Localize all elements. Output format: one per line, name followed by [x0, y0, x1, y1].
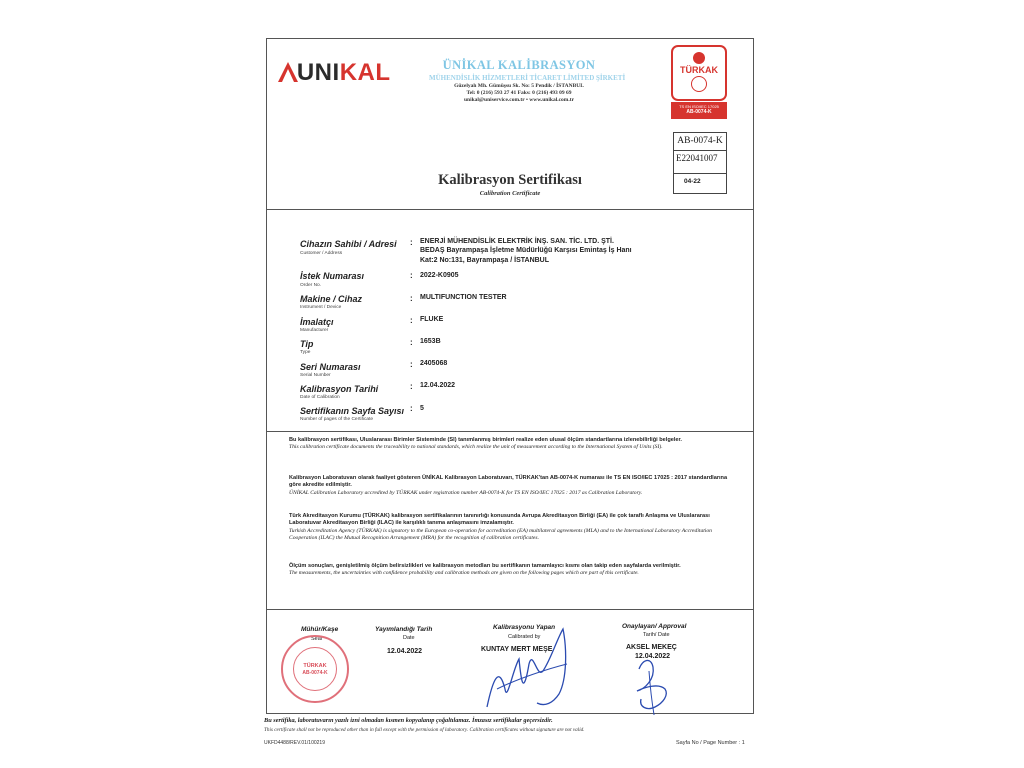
company-address: Güzelyalı Mh. Gümüşsu Sk. No: 5 Pendik / İSTANBUL [454, 83, 584, 89]
issue-date-value: 12.04.2022 [387, 648, 423, 655]
form-code: UKFD4488/REV.01/100219 [264, 740, 325, 746]
approval-date-value: 12.04.2022 [635, 653, 671, 660]
calibrated-by-heading: Kalibrasyonu Yapan [493, 624, 556, 631]
paragraph-turkak: Türk Akreditasyon Kurumu (TÜRKAK) kalibrasyon sertifikalarının tanınırlığı konusunda Avrupa Akreditasyon Birliği (EA) ile çok taraflı Anlaşma ve Uluslararası Laboratuvar Akreditasyon Birliği (ILAC) ile karşılıklı tanıma anlaşmasını imzalamıştır. Turkish Accreditation Agency (TÜRKAK) is signatory to the European co-operation for accreditation (EA) multilateral agreements (MLA) and to the International Laboratory Accreditation Cooperation (ILAC) the Mutual Recognition Arrangement (MRA) for the recognition of calibration certificates. [289, 513, 712, 542]
certificate-number: E22041007 [676, 153, 718, 163]
certificate-subtitle: Calibration Certificate [479, 190, 541, 197]
turkak-band: TS EN ISO/IEC 17025 AB-0074-K [671, 102, 727, 119]
page-number: Sayfa No / Page Number : 1 [676, 740, 745, 746]
turkak-logo: TÜRKAK [671, 45, 727, 101]
paragraph-traceability: Bu kalibrasyon sertifikası, Uluslararası Birimler Sisteminde (SI) tanımlanmış birimleri realize eden ulusal ölçüm standartlarına izlenebilirliği belgeler. This calibration certificate documents the traceability to national standards, which realize the unit of measurement according to the International System of Units (SI). [289, 437, 682, 451]
registration-number: AB-0074-K [677, 136, 723, 146]
seal-subheading: Seal [311, 636, 323, 642]
approver-name: AKSEL MEKEÇ [626, 644, 677, 651]
paragraph-accreditation: Kalibrasyon Laboratuvarı olarak faaliyet gösteren ÜNİKAL Kalibrasyon Laboratuvarı, TÜRKAK'tan AB-0074-K numarası ile TS EN ISO/IEC 17025 : 2017 standardlarına göre akredite edilmiştir. ÜNİKAL Calibration Laboratory accredited by TÜRKAK under registration number AB-0074-K for TS EN ISO/IEC 17025 : 2017 as Calibration Laboratory. [289, 475, 728, 496]
calibrator-name: KUNTAY MERT MEŞE [481, 646, 553, 653]
seal-heading: Mühür/Kaşe [301, 626, 339, 633]
company-phone: Tel: 0 (216) 593 27 41 Faks: 0 (216) 493 09 69 [466, 90, 572, 96]
company-name: ÜNİKAL KALİBRASYON [442, 58, 596, 72]
footer-notice-tr: Bu sertifika, laboratuvarın yazılı izni olmadan kısmen kopyalanıp çoğaltılamaz. İmzasız sertifikalar geçersizdir. [264, 717, 553, 724]
issue-date-heading: Yayımlandığı Tarih [375, 626, 433, 633]
certificate-sheet: UNIKAL ÜNİKAL KALİBRASYON MÜHENDİSLİK HİZMETLERİ TİCARET LİMİTED ŞİRKETİ Güzelyalı Mh. Gümüşsu Sk. No: 5 Pendik / İSTANBUL Tel: 0 (216) 593 27 41 Faks: 0 (216) 493 09 69 unikal@uniservice.com.tr • www.unikal.com.tr TÜRKAK TS EN ISO/IEC 17025 AB-0074-K AB-0074-K E22041007 04-22 Kalibrasyon Sertifikası Calibration Certificate Cihazın Sahibi / Adresi Customer / Address : ENERJİ MÜHENDİSLİK ELEKTRİK İNŞ. SAN. TİC. LTD. ŞTİ. BEDAŞ Bayrampaşa İşletme Müdürlüğü Karşısı Emintaş İş Hanı Kat:2 No:131, Bayrampaşa / İSTANBUL İstek Numarası Order No. : 2022-K0905 Makine / Cihaz Instrument / Device : MULTIFUNCTION TESTER İmalatçı Manufacturer : FLUKE Tip Type : 1653B Seri Numarası Serial Number : 2405068 Kalibrasyon Tarihi Date of Calibration : 12.04.2022 Sertifikanın Sayfa Sayısı Number of pages of the Certificate : 5 Bu kalibrasyon sertifikası, Uluslararası Birimler Sisteminde (SI) tanımlanmış birimleri realize eden ulusal ölçüm standartlarına izlenebilirliği belgeler. This calibration certificate documents the traceability to national standards, which realize the unit of measurement according to the International System of Units (SI). Kalibrasyon Laboratuvarı olarak faaliyet gösteren ÜNİKAL Kalibrasyon Laboratuvarı, TÜRKAK'tan AB-0074-K numarası ile TS EN ISO/IEC 17025 : 2017 standardlarına göre akredite edilmiştir. ÜNİKAL Calibration Laboratory accredited by TÜRKAK under registration number AB-0074-K for TS EN ISO/IEC 17025 : 2017 as Calibration Laboratory. Türk Akreditasyon Kurumu (TÜRKAK) kalibrasyon sertifikalarının tanınırlığı konusunda Avrupa Akreditasyon Birliği (EA) ile çok taraflı Anlaşma ve Uluslararası Laboratuvar Akreditasyon Birliği (ILAC) ile karşılıklı tanıma anlaşmasını imzalamıştır. Turkish Accreditation Agency (TÜRKAK) is signatory to the European co-operation for accreditation (EA) multilateral agreements (MLA) and to the International Laboratory Accreditation Cooperation (ILAC) the Mutual Recognition Arrangement (MRA) for the recognition of calibration certificates. Ölçüm sonuçları, genişletilmiş ölçüm belirsizlikleri ve kalibrasyon metodları bu sertifikanın tamamlayıcı kısmı olan takip eden sayfalarda verilmiştir. The measurements, the uncertainties with confidence probability and calibration methods are given on the following pages which are part of this certificate. Mühür/Kaşe Seal TÜRKAK AB-0074-K Yayımlandığı Tarih Date 12.04.2022 Kalibrasyonu Yapan Calibrated by KUNTAY MERT MEŞE Onaylayan/ Approval Tarih/ Date AKSEL MEKEÇ 12.04.2022 [266, 38, 754, 714]
paragraph-measurements: Ölçüm sonuçları, genişletilmiş ölçüm belirsizlikleri ve kalibrasyon metodları bu sertifikanın tamamlayıcı kısmı olan takip eden sayfalarda verilmiştir. The measurements, the uncertainties with confidence probability and calibration methods are given on the following pages which are part of this certificate. [289, 563, 681, 577]
company-web: unikal@uniservice.com.tr • www.unikal.com.tr [463, 97, 575, 103]
laboratory-seal-icon: TÜRKAK AB-0074-K [281, 635, 349, 703]
approval-date-subheading: Tarih/ Date [643, 632, 670, 638]
footer-notice-en: This certificate shall not be reproduced other than in full except with the permission of laboratory. Calibration certificates without signature are not valid. [264, 727, 585, 733]
company-line2: MÜHENDİSLİK HİZMETLERİ TİCARET LİMİTED ŞİRKETİ [429, 74, 626, 82]
calibrated-by-subheading: Calibrated by [508, 634, 541, 640]
approval-heading: Onaylayan/ Approval [622, 623, 687, 630]
signatures-icon [267, 39, 755, 715]
certificate-date: 04-22 [684, 178, 701, 185]
certificate-title: Kalibrasyon Sertifikası [438, 172, 582, 188]
unikal-logo: UNIKAL [296, 59, 391, 86]
issue-date-subheading: Date [403, 635, 415, 641]
